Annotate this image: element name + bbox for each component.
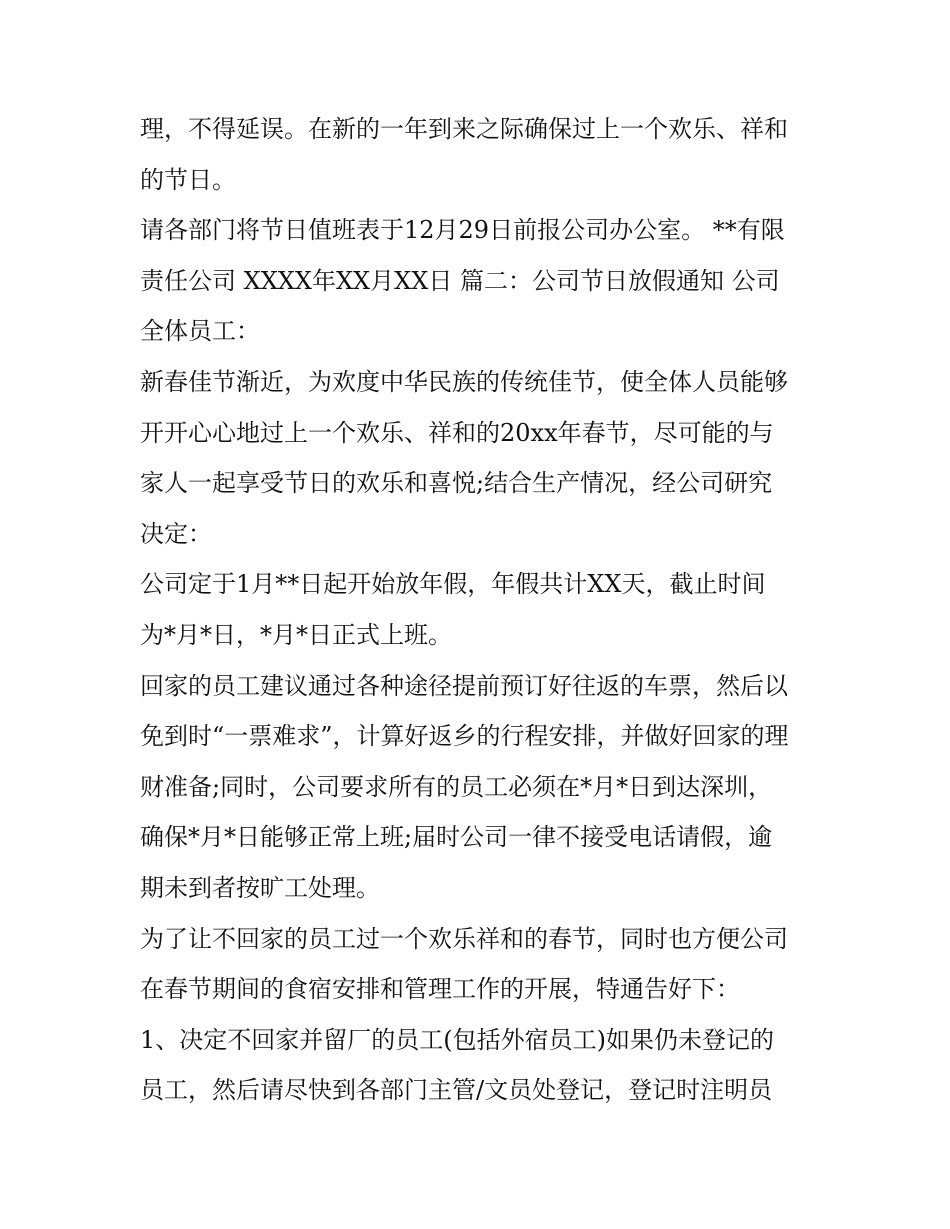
text-line: 在春节期间的食宿安排和管理工作的开展，特通告好下：	[140, 975, 740, 1004]
text-line: 家人一起享受节日的欢乐和喜悦;结合生产情况，经公司研究	[140, 469, 773, 498]
text-line: 为了让不回家的员工过一个欢乐祥和的春节，同时也方便公司	[140, 924, 788, 953]
text-line: 的节日。	[140, 165, 236, 194]
document-body	[140, 104, 820, 1116]
text-line: 责任公司 XXXX年XX月XX日 篇二：公司节日放假通知 公司	[140, 266, 780, 295]
text-line: 全体员工：	[140, 317, 260, 346]
text-line: 1、决定不回家并留厂的员工(包括外宿员工)如果仍未登记的	[140, 1025, 774, 1054]
text-line: 请各部门将节日值班表于12月29日前报公司办公室。 **有限	[140, 216, 785, 245]
text-line: 回家的员工建议通过各种途径提前预订好往返的车票，然后以	[140, 671, 788, 700]
text-line: 财准备;同时，公司要求所有的员工必须在*月*日到达深圳，	[140, 772, 773, 801]
text-line: 公司定于1月**日起开始放年假，年假共计XX天，截止时间	[140, 570, 766, 599]
text-line: 为*月*日，*月*日正式上班。	[140, 620, 452, 649]
text-line: 新春佳节渐近，为欢度中华民族的传统佳节，使全体人员能够	[140, 367, 788, 396]
text-line: 理，不得延误。在新的一年到来之际确保过上一个欢乐、祥和	[140, 115, 788, 143]
text-line: 员工，然后请尽快到各部门主管/文员处登记，登记时注明员	[140, 1076, 773, 1105]
text-line: 免到时“一票难求”，计算好返乡的行程安排，并做好回家的理	[140, 722, 789, 751]
text-line: 确保*月*日能够正常上班;届时公司一律不接受电话请假，逾	[140, 823, 773, 852]
text-line: 决定：	[140, 519, 212, 548]
text-line: 开开心心地过上一个欢乐、祥和的20xx年春节，尽可能的与	[140, 418, 774, 447]
text-line: 期未到者按旷工处理。	[140, 873, 380, 902]
